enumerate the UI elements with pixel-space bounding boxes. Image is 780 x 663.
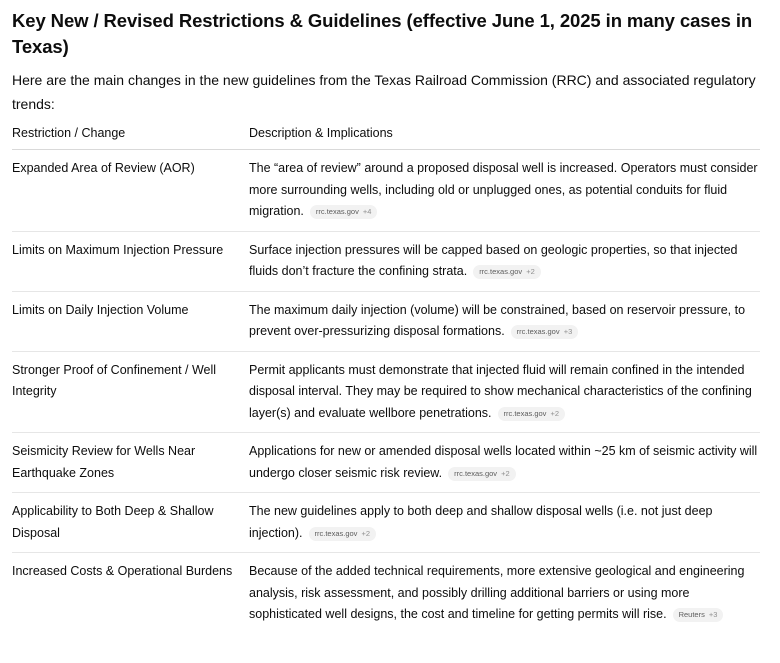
column-header-description: Description & Implications (249, 119, 760, 150)
table-row (12, 351, 760, 433)
table-row (12, 231, 760, 291)
restriction-cell: Increased Costs & Operational Burdens (12, 564, 233, 578)
restriction-cell: Limits on Daily Injection Volume (12, 291, 249, 351)
description-cell (249, 433, 760, 493)
table-row (12, 433, 760, 493)
citation-chip[interactable] (309, 527, 377, 541)
description-cell (249, 553, 760, 634)
citation-count: +2 (526, 267, 535, 276)
citation-chip[interactable] (673, 608, 724, 622)
citation-count: +3 (563, 327, 573, 336)
citation-source: Reuters (678, 610, 705, 619)
description-text: Because of the added technical requirements, more extensive geological and engineering analysis, risk assessment, and possibly drilling additional barriers or using more sophisticated well designs, the cost and timeline for getting permits will rise. (249, 564, 745, 621)
description-text: The maximum daily injection (volume) will be constrained, based on reservoir pressure, to prevent over-pressurizing disposal formations. (249, 302, 746, 338)
citation-chip[interactable] (310, 205, 378, 219)
citation-source: rrc.texas.gov (315, 207, 359, 216)
table-row (12, 291, 760, 351)
restriction-cell: Limits on Maximum Injection Pressure (12, 231, 249, 291)
citation-count: +2 (550, 408, 560, 418)
description-cell (249, 351, 760, 433)
table-row (12, 150, 760, 232)
description-cell (249, 150, 760, 232)
citation-count: +3 (708, 610, 718, 619)
citation-chip[interactable] (473, 265, 541, 279)
description-text: Surface injection pressures will be capped based on geologic properties, so that injected fluids don’t fracture the confining strata. (249, 242, 738, 278)
description-text: The “area of review” around a proposed disposal well is increased. Operators must consider more surrounding wells, including old or unplugged ones, as potential conduits for fluid migration. (249, 161, 758, 218)
section-heading: Key New / Revised Restrictions & Guidelines (effective June 1, 2025 in many cases in Texas) (12, 10, 753, 57)
citation-count: +2 (361, 528, 371, 538)
restriction-cell: Seismicity Review for Wells Near Earthquake Zones (12, 433, 249, 493)
description-cell (249, 291, 760, 351)
table-row (12, 493, 760, 553)
column-header-restriction: Restriction / Change (12, 119, 249, 150)
citation-source: rrc.texas.gov (516, 327, 560, 336)
restriction-cell: Expanded Area of Review (AOR) (12, 150, 249, 232)
intro-paragraph: Here are the main changes in the new guidelines from the Texas Railroad Commission (RRC) and associated regulatory trends: (12, 72, 756, 112)
description-text: Permit applicants must demonstrate that injected fluid will remain confined in the intended disposal interval. They may be required to show mechanical characteristics of the confining layer(s) and evaluate wellbore penetrations. (249, 362, 752, 420)
description-cell (249, 493, 760, 553)
citation-count: +4 (362, 207, 372, 216)
restriction-cell: Applicability to Both Deep & Shallow Disposal (12, 493, 249, 553)
restrictions-table (12, 119, 760, 634)
citation-chip[interactable] (511, 325, 579, 339)
citation-source: rrc.texas.gov (479, 267, 523, 276)
citation-count: +2 (501, 468, 510, 478)
citation-chip[interactable] (448, 467, 516, 481)
citation-source: rrc.texas.gov (314, 528, 358, 538)
restriction-cell: Stronger Proof of Confinement / Well Integrity (12, 351, 249, 433)
description-cell (249, 231, 760, 291)
citation-source: rrc.texas.gov (503, 408, 547, 418)
description-text: The new guidelines apply to both deep and shallow disposal wells (i.e. not just deep injection). (249, 504, 713, 540)
description-text: Applications for new or amended disposal wells located within ~25 km of seismic activity will undergo closer seismic risk review. (249, 444, 758, 480)
citation-chip[interactable] (498, 407, 566, 421)
table-header-row (12, 119, 760, 150)
table-row (12, 553, 760, 634)
citation-source: rrc.texas.gov (454, 468, 498, 478)
